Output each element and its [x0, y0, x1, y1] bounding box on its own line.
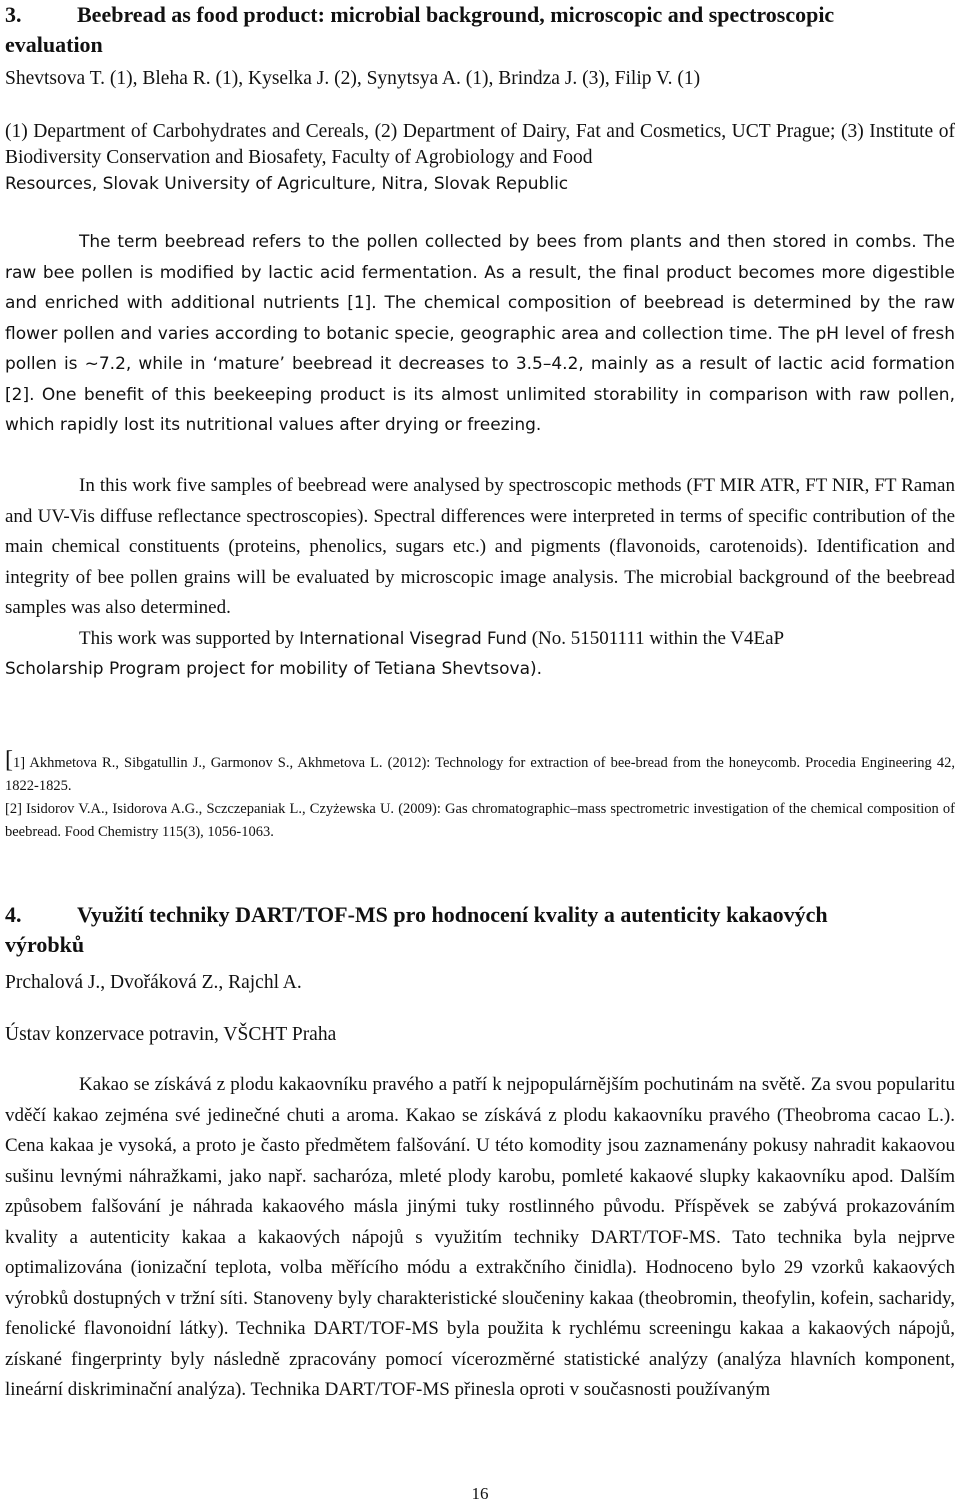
section-4-affiliation: Ústav konzervace potravin, VŠCHT Praha: [5, 1024, 337, 1045]
section-4-heading: [5, 900, 955, 960]
affiliation-text-2: Resources, Slovak University of Agriculture, Nitra, Slovak Republic: [5, 174, 569, 194]
section-3-para-1: The term beebread refers to the pollen collected by bees from plants and then stored in combs. The raw bee pollen is modified by lactic acid fermentation. As a result, the final product becomes more digestible and enriched with additional nutrients [1]. The chemical composition of beebread is determined by the raw flower pollen and varies according to botanic specie, geographic area and collection time. The pH level of fresh pollen is ~7.2, while in ‘mature’ beebread it decreases to 3.5–4.2, mainly as a result of lactic acid formation [2]. One benefit of this beekeeping product is its almost unlimited storability in comparison with raw pollen, which rapidly lost its nutritional values after drying or freezing.: [5, 232, 955, 435]
section-4-title-line2: výrobků: [5, 932, 85, 957]
section-3-references: [5, 747, 955, 844]
section-3-title-line1: 3. Beebread as food product: microbial background, microscopic and spectroscopic: [5, 0, 955, 30]
section-3-body-2: [5, 471, 955, 685]
section-3-para-3: This work was supported by International Visegrad Fund (No. 51501111 within the V4EaP: [79, 627, 785, 649]
reference-2: [2] Isidorov V.A., Isidorova A.G., Sczczepaniak L., Czyżewska U. (2009): Gas chromatographic–mass spectrometric investigation of the chemical composition of beebread. Food Chemistry 115(3), 1056-1063.: [5, 801, 955, 840]
section-3-authors: Shevtsova T. (1), Bleha R. (1), Kyselka J. (2), Synytsya A. (1), Brindza J. (3), Filip V. (1): [5, 68, 701, 89]
section-4-title-line1: 4. Využití techniky DART/TOF-MS pro hodnocení kvality a autenticity kakaových: [5, 900, 955, 930]
section-4-para-1: Kakao se získává z plodu kakaovníku pravého a patří k nejpopulárnějším pochutinám na světě. Za svou popularitu vděčí kakao zejména své jedinečné chuti a aroma. Kakao se získává z plodu kakaovníku pravého (Theobroma cacao L.). Cena kakaa je vysoká, a proto je často předmětem falšování. U této komodity jsou zaznamenány pokusy nahradit kakaovou sušinu levnými náhražkami, jako např. sacharóza, mleté plody karobu, pomleté kakaové slupky kakaovníku apod. Dalším způsobem falšování je náhrada kakaového másla jinými tuky rostlinného původu. Příspěvek se zabývá prokazováním kvality a autenticity kakaa a kakaových nápojů s využitím techniky DART/TOF-MS. Tato technika byla nejprve optimalizována (ionizační teplota, volba měřícího módu a extrakčního činidla). Hodnoceno bylo 29 vzorků kakaových výrobků dostupných v tržní síti. Stanoveny byly charakteristické sloučeniny kakaa (theobromin, theofylin, kofein, sacharidy, fenolické flavonoidní látky). Technika DART/TOF-MS byla použita k rychlému screeningu kakaa a kakaových nápojů, získané fingerprinty byly následně zpracovány pomocí vícerozměrné statistické analýzy (analýza hlavních komponent, lineární diskriminační analýza). Technika DART/TOF-MS přinesla oproti v současnosti používaným: [5, 1074, 955, 1400]
section-3-heading: [5, 0, 955, 60]
section-4-body: [5, 1070, 955, 1406]
page-number: 16: [471, 1484, 489, 1503]
affiliation-text-1: (1) Department of Carbohydrates and Cereals, (2) Department of Dairy, Fat and Cosmetics, UCT Prague; (3) Institute of Biodiversity Conservation and Biosafety, Faculty of Agrobiology and Food: [5, 121, 955, 168]
section-3-para-2: In this work five samples of beebread were analysed by spectroscopic methods (FT MIR ATR, FT NIR, FT Raman and UV-Vis diffuse reflectance spectroscopies). Spectral differences were interpreted in terms of specific contribution of the main chemical constituents (proteins, phenolics, sugars etc.) and pigments (flavonoids, carotenoids). Identification and integrity of bee pollen grains will be evaluated by microscopic image analysis. The microbial background of the beebread samples was also determined.: [5, 475, 955, 618]
section-3-para-3-cont: Scholarship Program project for mobility of Tetiana Shevtsova).: [5, 659, 543, 679]
section-4-authors: Prchalová J., Dvořáková Z., Rajchl A.: [5, 972, 302, 993]
section-3-title-line2: evaluation: [5, 32, 103, 57]
section-3-body: [5, 227, 955, 441]
section-4-number: 4.: [5, 902, 22, 927]
section-3-affiliation: [5, 119, 955, 197]
section-3-number: 3.: [5, 2, 22, 27]
reference-1: [1] Akhmetova R., Sibgatullin J., Garmonov S., Akhmetova L. (2012): Technology for extraction of bee-bread from the honeycomb. Procedia Engineering 42, 1822-1825.: [5, 747, 955, 794]
